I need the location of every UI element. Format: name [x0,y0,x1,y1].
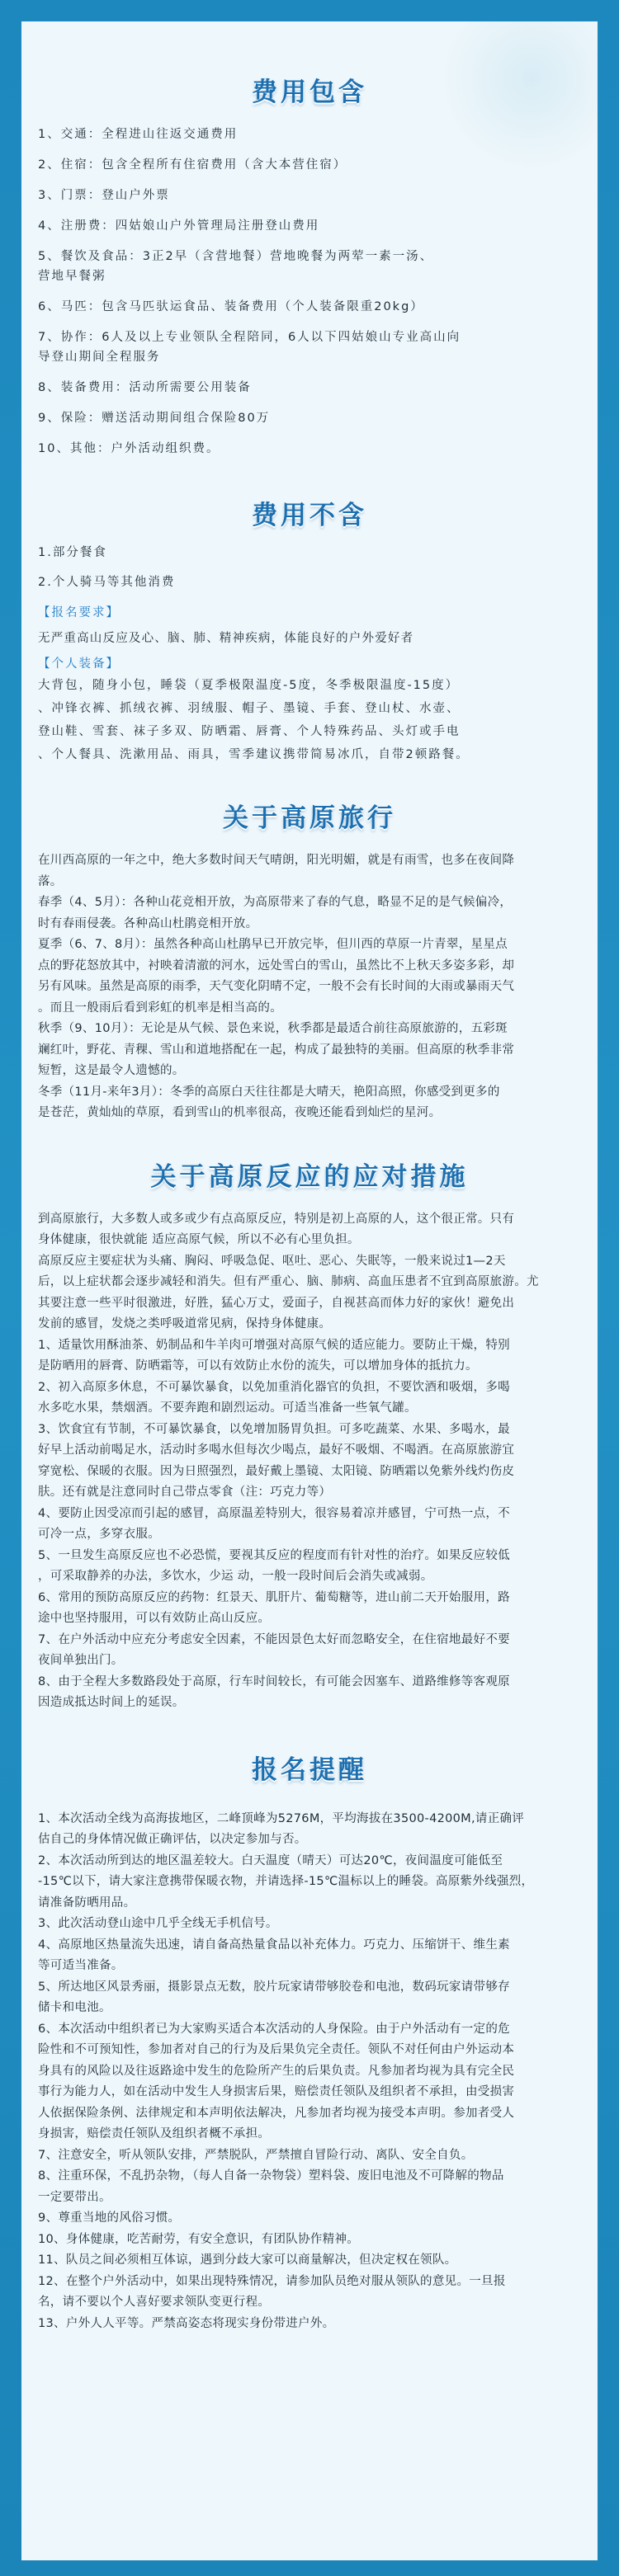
signup-title: 报名提醒 [252,1754,367,1785]
about-line: 是苍茫，黄灿灿的草原，看到雪山的机率很高，夜晚还能看到灿烂的星河。 [38,1106,442,1119]
about-line: 。而且一般雨后看到彩虹的机率是相当高的。 [38,1001,282,1015]
fee-include-list [38,125,581,459]
altitude-line: 水多吃水果，禁烟酒。不要奔跑和剧烈运动。可适当准备一些氧气罐。 [38,1401,417,1415]
signup-line: 身损害，赔偿责任领队及组织者概不承担。 [38,2127,271,2140]
signup-line: 2、本次活动所到达的地区温差较大。白天温度（晴天）可达20℃，夜间温度可能低至 [38,1853,503,1867]
altitude-line: 肤。还有就是注意同时自己带点零食（注：巧克力等） [38,1486,332,1499]
altitude-line: 2、初入高原多休息，不可暴饮暴食，以免加重消化器官的负担，不要饮酒和吸烟，多喝 [38,1380,510,1394]
signup-line: 9、尊重当地的风俗习惯。 [38,2211,181,2225]
signup-section [38,1714,581,2335]
signup-line: 5、所达地区风景秀丽，摄影景点无数，胶片玩家请带够胶卷和电池，数码玩家请带够存 [38,1980,510,1994]
fee-include-item: 营地早餐粥 [38,270,106,283]
altitude-line: 是防晒用的唇膏、防晒霜等，可以有效防止水份的流失，可以增加身体的抵抗力。 [38,1359,478,1373]
fee-exclude-section [38,469,581,765]
fee-include-section [38,21,581,459]
signup-line: 请准备防晒用品。 [38,1896,136,1910]
signup-line: 险性和不可预知性，参加者对自己的行为及后果负完全责任。领队不对任何由户外运动本 [38,2043,515,2056]
altitude-line: 高原反应主要症状为头痛、胸闷、呼吸急促、呕吐、恶心、失眠等，一般来说过1—2天 [38,1254,506,1268]
signup-line: -15℃以下，请大家注意携带保暖衣物，并请选择-15℃温标以上的睡袋。高原紫外线强烈， [38,1875,534,1888]
altitude-line: 1、适量饮用酥油茶、奶制品和牛羊肉可增强对高原气候的适应能力。要防止干燥，特别 [38,1338,510,1352]
signup-line: 估自己的身体情况做正确评估，以决定参加与否。 [38,1833,307,1846]
altitude-line: 7、在户外活动中应充分考虑安全因素，不能因景色太好而忽略安全，在住宿地最好不要 [38,1632,510,1646]
gear-line: 大背包，随身小包，睡袋（夏季极限温度-5度，冬季极限温度-15度） [38,679,460,692]
requirement-tag: 【报名要求】 [38,606,120,619]
about-section [38,767,581,1124]
fee-exclude-item: 1.部分餐食 [38,546,107,559]
fee-include-item: 2、住宿：包含全程所有住宿费用（含大本营住宿） [38,158,347,172]
altitude-line: 后，以上症状都会逐步减轻和消失。但有严重心、脑、肺病、高血压患者不宜到高原旅游。尤 [38,1275,539,1288]
about-title: 关于高原旅行 [223,803,396,833]
gear-line: 、个人餐具、洗漱用品、雨具，雪季建议携带简易冰爪，自带2顿路餐。 [38,748,470,761]
gear-line: 登山鞋、雪套、袜子多双、防晒霜、唇膏、个人特殊药品、头灯或手电 [38,725,461,738]
altitude-line: 途中也坚持服用，可以有效防止高山反应。 [38,1612,271,1625]
fee-exclude-list [38,543,581,592]
fee-include-item: 5、餐饮及食品：3正2早（含营地餐）营地晚餐为两荤一素一汤、 [38,250,434,263]
about-line: 另有风味。虽然是高原的雨季，天气变化阴晴不定，一般不会有长时间的大雨或暴雨天气 [38,980,515,993]
altitude-line: 6、常用的预防高原反应的药物：红景天、肌肝片、葡萄糖等，进山前二天开始服用，路 [38,1590,510,1604]
signup-line: 1、本次活动全线为高海拔地区，二峰顶峰为5276M，平均海拔在3500-4200M,请正确评 [38,1811,525,1825]
fee-include-item: 4、注册费：四姑娘山户外管理局注册登山费用 [38,219,320,233]
altitude-line: 到高原旅行，大多数人或多或少有点高原反应，特别是初上高原的人，这个很正常。只有 [38,1212,515,1226]
signup-line: 一定要带出。 [38,2190,111,2204]
fee-exclude-title: 费用不含 [252,501,367,530]
altitude-line: 其要注意一些平时很激进，好胜，猛心万丈，爱面子，自视甚高而体力好的家伙！避免出 [38,1296,515,1310]
fee-include-item: 8、装备费用：活动所需要公用装备 [38,381,252,394]
gear-line: 、冲锋衣裤、抓绒衣裤、羽绒服、帽子、墨镜、手套、登山杖、水壶、 [38,702,461,715]
signup-line: 人依据保险条例、法律规定和本声明依法解决，凡参加者均视为接受本声明。参加者受人 [38,2106,515,2120]
about-line: 在川西高原的一年之中，绝大多数时间天气晴朗，阳光明媚，就是有雨雪，也多在夜间降 [38,854,515,867]
signup-line: 10、身体健康，吃苦耐劳，有安全意识，有团队协作精神。 [38,2232,360,2246]
fee-include-item: 1、交通：全程进山往返交通费用 [38,128,239,141]
fee-include-title: 费用包含 [252,78,367,107]
altitude-line: 发前的感冒，发烧之类呼吸道常见病，保持身体健康。 [38,1317,332,1330]
signup-line: 6、本次活动中组织者已为大家购买适合本次活动的人身保险。由于户外活动有一定的危 [38,2022,510,2036]
fee-include-item: 6、马匹：包含马匹驮运食品、装备费用（个人装备限重20kg） [38,300,424,313]
signup-line: 3、此次活动登山途中几乎全线无手机信号。 [38,1917,278,1930]
signup-line: 8、注重环保，不乱扔杂物，（每人自备一杂物袋）塑料袋、废旧电池及不可降解的物品 [38,2169,504,2183]
about-line: 落。 [38,874,63,888]
altitude-line: ，可采取静养的办法，多饮水，少运 动，一般一段时间后会消失或减弱。 [38,1570,433,1583]
altitude-section [38,1124,581,1714]
signup-line: 12、在整个户外活动中，如果出现特殊情况，请参加队员绝对服从领队的意见。一旦报 [38,2274,506,2288]
fee-include-item: 7、协作：6人及以上专业领队全程陪同，6人以下四姑娘山专业高山向 [38,331,461,344]
altitude-line: 好早上活动前喝足水，活动时多喝水但每次少喝点，最好不吸烟、不喝酒。在高原旅游宜 [38,1443,515,1457]
about-list [38,850,581,1124]
signup-line: 名，请不要以个人喜好要求领队变更行程。 [38,2296,271,2309]
fee-exclude-item: 2.个人骑马等其他消费 [38,576,176,589]
fee-include-item: 10、其他：户外活动组织费。 [38,442,220,455]
altitude-title: 关于高原反应的应对措施 [150,1161,469,1192]
about-line: 夏季（6、7、8月）：虽然各种高山杜鹃早已开放完毕，但川西的草原一片青翠，星星点 [38,938,508,951]
altitude-line: 因造成抵达时间上的延误。 [38,1696,185,1709]
altitude-line: 可冷一点，多穿衣服。 [38,1528,160,1541]
about-line: 点的野花怒放其中，衬映着清澈的河水，远处雪白的雪山，虽然比不上秋天多姿多彩，却 [38,958,515,972]
signup-line: 11、队员之间必须相互体谅，遇到分歧大家可以商量解决，但决定权在领队。 [38,2253,457,2267]
altitude-line: 穿宽松、保暖的衣服。因为日照强烈，最好戴上墨镜、太阳镜、防晒霜以免紫外线灼伤皮 [38,1464,515,1478]
about-line: 春季（4、5月）：各种山花竞相开放，为高原带来了春的气息，略显不足的是气候偏冷， [38,896,513,909]
about-line: 冬季（11月-来年3月）：冬季的高原白天往往都是大晴天，艳阳高照，你感受到更多的 [38,1085,500,1099]
about-line: 时有春雨侵袭。各种高山杜鹃竞相开放。 [38,916,258,930]
signup-line: 13、户外人人平等。严禁高姿态将现实身份带进户外。 [38,2316,335,2330]
fee-include-item: 导登山期间全程服务 [38,351,161,364]
signup-line: 4、高原地区热量流失迅速，请自备高热量食品以补充体力。巧克力、压缩饼干、维生素 [38,1938,510,1952]
altitude-line: 身体健康，很快就能 适应高原气候，所以不必有心里负担。 [38,1233,360,1246]
signup-line: 事行为能力人，如在活动中发生人身损害后果，赔偿责任领队及组织者不承担，由受损害 [38,2085,515,2098]
about-line: 短暂，这是最令人遗憾的。 [38,1064,185,1077]
altitude-line: 3、饮食宜有节制，不可暴饮暴食，以免增加肠胃负担。可多吃蔬菜、水果、多喝水，最 [38,1422,510,1436]
content-panel [21,21,598,2560]
signup-line: 等可适当准备。 [38,1959,124,1972]
signup-line: 身具有的风险以及往返路途中发生的危险所产生的后果负责。凡参加者均视为具有完全民 [38,2064,515,2078]
fee-include-item: 3、门票：登山户外票 [38,189,170,202]
about-line: 秋季（9、10月）：无论是从气候、景色来说，秋季都是最适合前往高原旅游的，五彩斑 [38,1022,508,1035]
signup-list [38,1809,581,2335]
altitude-line: 夜间单独出门。 [38,1654,124,1667]
signup-line: 7、注意安全，听从领队安排，严禁脱队，严禁擅自冒险行动、离队、安全自负。 [38,2148,474,2162]
gear-tag: 【个人装备】 [38,657,120,671]
altitude-line: 4、要防止因受凉而引起的感冒，高原温差特别大，很容易着凉并感冒，宁可热一点，不 [38,1506,510,1520]
about-line: 斓红叶，野花、青稞、雪山和道地搭配在一起，构成了最独特的美丽。但高原的秋季非常 [38,1043,515,1057]
fee-include-item: 9、保险：赠送活动期间组合保险80万 [38,412,271,425]
altitude-list [38,1209,581,1714]
altitude-line: 8、由于全程大多数路段处于高原，行车时间较长，有可能会因塞车、道路维修等客观原 [38,1674,510,1688]
requirement-text: 无严重高山反应及心、脑、肺、精神疾病，体能良好的户外爱好者 [38,632,414,645]
gear-list [38,675,581,765]
altitude-line: 5、一旦发生高原反应也不必恐慌，要视其反应的程度而有针对性的治疗。如果反应较低 [38,1548,510,1562]
signup-line: 储卡和电池。 [38,2001,111,2014]
